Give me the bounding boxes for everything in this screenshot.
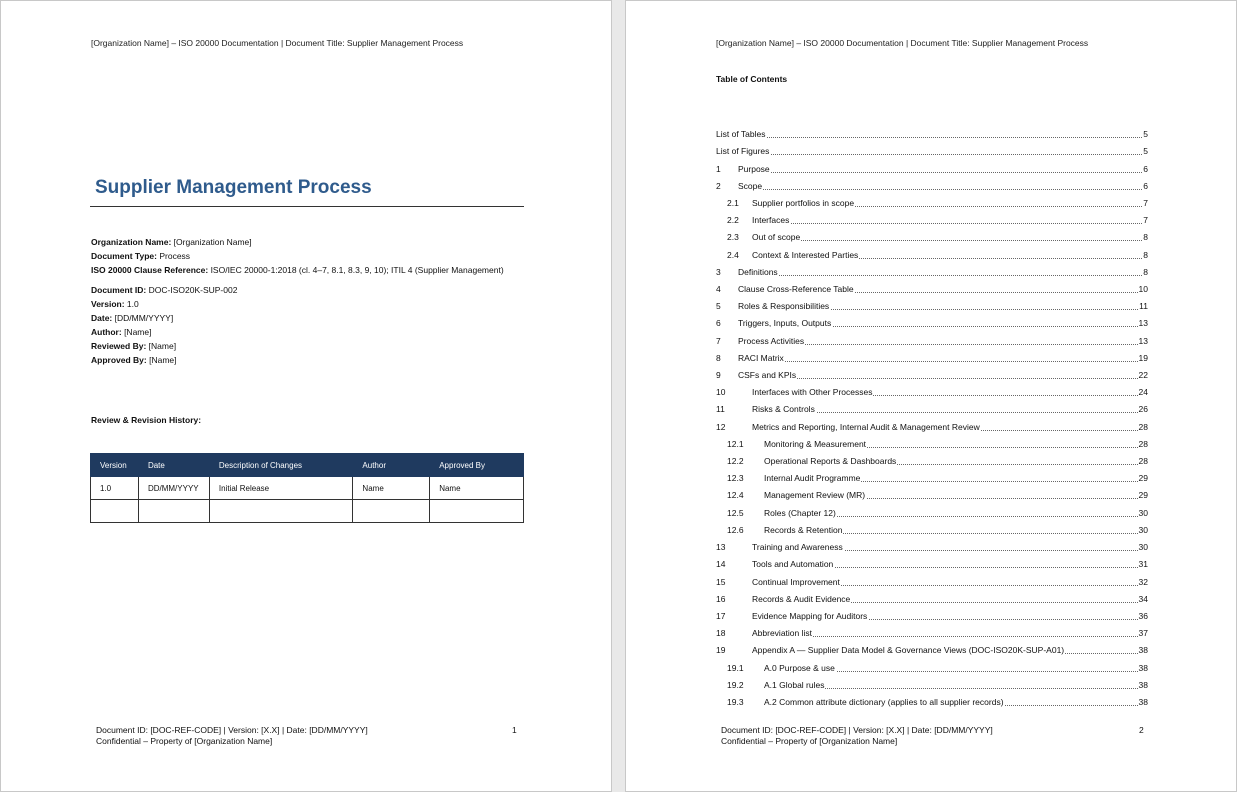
toc-entry-title: Training and Awareness <box>752 542 843 552</box>
toc-entry-number: 14 <box>716 559 726 569</box>
toc-entry-page: 8 <box>1143 250 1148 260</box>
toc-entry-title: Records & Retention <box>764 525 843 535</box>
toc-leader-dots <box>738 172 1142 173</box>
toc-entry-title: Process Activities <box>738 336 805 346</box>
toc-entry-number: 3 <box>716 267 721 277</box>
toc-entry[interactable] <box>716 250 1148 262</box>
column-header: Version <box>91 454 139 477</box>
toc-entry-page: 30 <box>1138 542 1148 552</box>
toc-entry-number: 19.2 <box>727 680 744 690</box>
page-header: [Organization Name] – ISO 20000 Documentation | Document Title: Supplier Management Process <box>91 38 464 48</box>
toc-entry-number: 16 <box>716 594 726 604</box>
toc-entry-title: Metrics and Reporting, Internal Audit & Management Review <box>752 422 980 432</box>
toc-entry[interactable] <box>716 473 1148 485</box>
title-divider <box>90 206 524 207</box>
toc-entry[interactable] <box>716 301 1148 313</box>
toc-entry[interactable] <box>716 353 1148 365</box>
toc-entry-title: Monitoring & Measurement <box>764 439 867 449</box>
table-header-row <box>91 454 524 477</box>
table-cell <box>138 500 209 523</box>
toc-entry-number: 12.2 <box>727 456 744 466</box>
toc-entry-number: 19.3 <box>727 697 744 707</box>
toc-entry-title: Evidence Mapping for Auditors <box>752 611 868 621</box>
table-cell <box>353 500 430 523</box>
toc-entry-page: 22 <box>1138 370 1148 380</box>
toc-entry-title: List of Figures <box>716 146 770 156</box>
toc-leader-dots <box>738 378 1142 379</box>
toc-entry-page: 6 <box>1143 181 1148 191</box>
column-header: Date <box>138 454 209 477</box>
toc-entry-number: 13 <box>716 542 726 552</box>
toc-entry-title: Scope <box>738 181 763 191</box>
page-footer <box>721 725 993 747</box>
toc-entry-title: List of Tables <box>716 129 766 139</box>
toc-entry-number: 18 <box>716 628 726 638</box>
toc-entry-page: 11 <box>1139 301 1148 311</box>
toc-entry-number: 2.1 <box>727 198 739 208</box>
toc-entry[interactable] <box>716 404 1148 416</box>
footer-doc-info: Document ID: [DOC-REF-CODE] | Version: [X.X] | Date: [DD/MM/YYYY] <box>96 725 368 735</box>
toc-entry-title: Purpose <box>738 164 770 174</box>
toc-entry-page: 38 <box>1138 680 1148 690</box>
table-cell: 1.0 <box>91 477 139 500</box>
toc-entry-title: Appendix A — Supplier Data Model & Governance Views (DOC-ISO20K-SUP-A01) <box>752 645 1065 655</box>
page-header: [Organization Name] – ISO 20000 Documentation | Document Title: Supplier Management Process <box>716 38 1089 48</box>
toc-entry-page: 38 <box>1138 697 1148 707</box>
toc-entry-title: CSFs and KPIs <box>738 370 797 380</box>
toc-entry-title: Interfaces <box>752 215 790 225</box>
toc-entry-number: 12.3 <box>727 473 744 483</box>
meta-approved-by: Approved By: [Name] <box>91 355 177 365</box>
toc-entry-title: Continual Improvement <box>752 577 840 587</box>
table-row <box>91 500 524 523</box>
toc-entry[interactable] <box>716 559 1148 571</box>
toc-entry[interactable] <box>716 129 1148 141</box>
document-page-1 <box>0 0 612 792</box>
column-header: Description of Changes <box>209 454 353 477</box>
meta-date: Date: [DD/MM/YYYY] <box>91 313 174 323</box>
toc-entry-title: A.2 Common attribute dictionary (applies to all supplier records) <box>764 697 1004 707</box>
toc-leader-dots <box>752 223 1142 224</box>
toc-entry-page: 29 <box>1138 473 1148 483</box>
toc-entry[interactable] <box>716 680 1148 692</box>
toc-entry-page: 24 <box>1138 387 1148 397</box>
toc-leader-dots <box>738 189 1142 190</box>
toc-entry-number: 2 <box>716 181 721 191</box>
toc-leader-dots <box>716 137 1142 138</box>
toc-entry[interactable] <box>716 490 1148 502</box>
toc-entry-page: 31 <box>1138 559 1148 569</box>
toc-entry-number: 19 <box>716 645 726 655</box>
toc-entry-title: Context & Interested Parties <box>752 250 859 260</box>
toc-entry-page: 28 <box>1138 439 1148 449</box>
revision-history-label: Review & Revision History: <box>91 415 202 425</box>
toc-entry[interactable] <box>716 215 1148 227</box>
toc-entry[interactable] <box>716 336 1148 348</box>
toc-entry-number: 6 <box>716 318 721 328</box>
toc-entry[interactable] <box>716 577 1148 589</box>
toc-entry[interactable] <box>716 697 1148 709</box>
table-cell: Initial Release <box>209 477 353 500</box>
footer-confidential: Confidential – Property of [Organization Name] <box>721 736 898 746</box>
meta-reviewed-by: Reviewed By: [Name] <box>91 341 177 351</box>
table-cell <box>91 500 139 523</box>
toc-entry-number: 8 <box>716 353 721 363</box>
toc-entry-number: 2.4 <box>727 250 739 260</box>
toc-entry-number: 19.1 <box>727 663 744 673</box>
column-header: Approved By <box>430 454 524 477</box>
toc-entry-number: 2.2 <box>727 215 739 225</box>
toc-entry-page: 38 <box>1138 645 1148 655</box>
meta-document-id: Document ID: DOC-ISO20K-SUP-002 <box>91 285 238 295</box>
toc-entry-number: 2.3 <box>727 232 739 242</box>
toc-entry-page: 13 <box>1138 336 1148 346</box>
toc-entry-number: 12.6 <box>727 525 744 535</box>
toc-entry[interactable] <box>716 663 1148 675</box>
toc-entry-title: Clause Cross-Reference Table <box>738 284 854 294</box>
toc-entry[interactable] <box>716 456 1148 468</box>
toc-entry-number: 9 <box>716 370 721 380</box>
toc-entry-page: 28 <box>1138 456 1148 466</box>
toc-entry-title: Operational Reports & Dashboards <box>764 456 897 466</box>
toc-entry-page: 28 <box>1138 422 1148 432</box>
toc-entry-page: 8 <box>1143 232 1148 242</box>
toc-entry-number: 12.1 <box>727 439 744 449</box>
toc-leader-dots <box>738 361 1142 362</box>
toc-entry-number: 4 <box>716 284 721 294</box>
toc-entry-page: 26 <box>1138 404 1148 414</box>
toc-entry-page: 10 <box>1138 284 1148 294</box>
toc-entry-number: 1 <box>716 164 721 174</box>
toc-entry[interactable] <box>716 267 1148 279</box>
toc-entry-number: 12.5 <box>727 508 744 518</box>
toc-entry[interactable] <box>716 318 1148 330</box>
table-cell: Name <box>353 477 430 500</box>
toc-entry-page: 7 <box>1143 215 1148 225</box>
meta-document-type: Document Type: Process <box>91 251 191 261</box>
toc-entry-number: 17 <box>716 611 726 621</box>
page-number: 1 <box>512 725 517 735</box>
toc-entry-number: 12 <box>716 422 726 432</box>
toc-entry-title: Tools and Automation <box>752 559 834 569</box>
meta-clause-reference: ISO 20000 Clause Reference: ISO/IEC 20000-1:2018 (cl. 4–7, 8.1, 8.3, 9, 10); ITIL 4 (Supplier Management) <box>91 265 504 275</box>
toc-entry[interactable] <box>716 284 1148 296</box>
page-number: 2 <box>1139 725 1144 735</box>
toc-leader-dots <box>716 154 1142 155</box>
toc-entry-page: 6 <box>1143 164 1148 174</box>
toc-entry[interactable] <box>716 387 1148 399</box>
toc-entry[interactable] <box>716 422 1148 434</box>
toc-entry-page: 29 <box>1138 490 1148 500</box>
toc-leader-dots <box>738 275 1142 276</box>
meta-author: Author: [Name] <box>91 327 152 337</box>
toc-entry-page: 38 <box>1138 663 1148 673</box>
toc-entry-page: 34 <box>1138 594 1148 604</box>
toc-entry[interactable] <box>716 439 1148 451</box>
toc-entry[interactable] <box>716 611 1148 623</box>
meta-version: Version: 1.0 <box>91 299 139 309</box>
toc-entry[interactable] <box>716 594 1148 606</box>
toc-entry-page: 36 <box>1138 611 1148 621</box>
toc-entry[interactable] <box>716 146 1148 158</box>
page-footer <box>96 725 368 747</box>
toc-entry[interactable] <box>716 542 1148 554</box>
toc-entry[interactable] <box>716 525 1148 537</box>
toc-entry[interactable] <box>716 198 1148 210</box>
toc-entry-page: 37 <box>1138 628 1148 638</box>
toc-entry-number: 15 <box>716 577 726 587</box>
toc-entry-page: 32 <box>1138 577 1148 587</box>
table-cell: DD/MM/YYYY <box>138 477 209 500</box>
toc-heading: Table of Contents <box>716 74 788 84</box>
toc-entry-page: 5 <box>1143 129 1148 139</box>
toc-entry-number: 5 <box>716 301 721 311</box>
toc-entry-number: 11 <box>716 404 725 414</box>
toc-entry-page: 7 <box>1143 198 1148 208</box>
toc-entry[interactable] <box>716 645 1148 657</box>
footer-doc-info: Document ID: [DOC-REF-CODE] | Version: [X.X] | Date: [DD/MM/YYYY] <box>721 725 993 735</box>
toc-entry-title: Out of scope <box>752 232 801 242</box>
table-row <box>91 477 524 500</box>
document-title: Supplier Management Process <box>95 177 372 198</box>
toc-entry-title: Roles & Responsibilities <box>738 301 830 311</box>
revision-history-table <box>90 453 524 523</box>
toc-entry-number: 7 <box>716 336 721 346</box>
toc-entry-title: Interfaces with Other Processes <box>752 387 873 397</box>
meta-organization-name: Organization Name: [Organization Name] <box>91 237 252 247</box>
document-page-2 <box>625 0 1237 792</box>
toc-entry-page: 8 <box>1143 267 1148 277</box>
toc-entry[interactable] <box>716 370 1148 382</box>
toc-entry-page: 30 <box>1138 525 1148 535</box>
toc-entry-title: Risks & Controls <box>752 404 815 414</box>
toc-entry-title: RACI Matrix <box>738 353 784 363</box>
toc-entry-page: 13 <box>1138 318 1148 328</box>
toc-entry-title: Records & Audit Evidence <box>752 594 851 604</box>
table-cell <box>209 500 353 523</box>
toc-entry-title: A.1 Global rules <box>764 680 825 690</box>
toc-entry-title: Triggers, Inputs, Outputs <box>738 318 832 328</box>
toc-entry-number: 12.4 <box>727 490 744 500</box>
toc-entry-page: 30 <box>1138 508 1148 518</box>
toc-entry[interactable] <box>716 628 1148 640</box>
toc-entry-number: 10 <box>716 387 726 397</box>
table-cell: Name <box>430 477 524 500</box>
toc-entry[interactable] <box>716 508 1148 520</box>
toc-entry-title: Management Review (MR) <box>764 490 866 500</box>
toc-entry[interactable] <box>716 164 1148 176</box>
toc-entry-title: Definitions <box>738 267 778 277</box>
column-header: Author <box>353 454 430 477</box>
toc-entry-title: Supplier portfolios in scope <box>752 198 855 208</box>
toc-entry-page: 5 <box>1143 146 1148 156</box>
toc-entry[interactable] <box>716 181 1148 193</box>
toc-entry-title: Internal Audit Programme <box>764 473 861 483</box>
toc-entry[interactable] <box>716 232 1148 244</box>
toc-entry-title: Abbreviation list <box>752 628 813 638</box>
toc-entry-title: Roles (Chapter 12) <box>764 508 836 518</box>
toc-leader-dots <box>752 240 1142 241</box>
table-cell <box>430 500 524 523</box>
toc-entry-page: 19 <box>1138 353 1148 363</box>
toc-entry-title: A.0 Purpose & use <box>764 663 835 673</box>
footer-confidential: Confidential – Property of [Organization Name] <box>96 736 273 746</box>
